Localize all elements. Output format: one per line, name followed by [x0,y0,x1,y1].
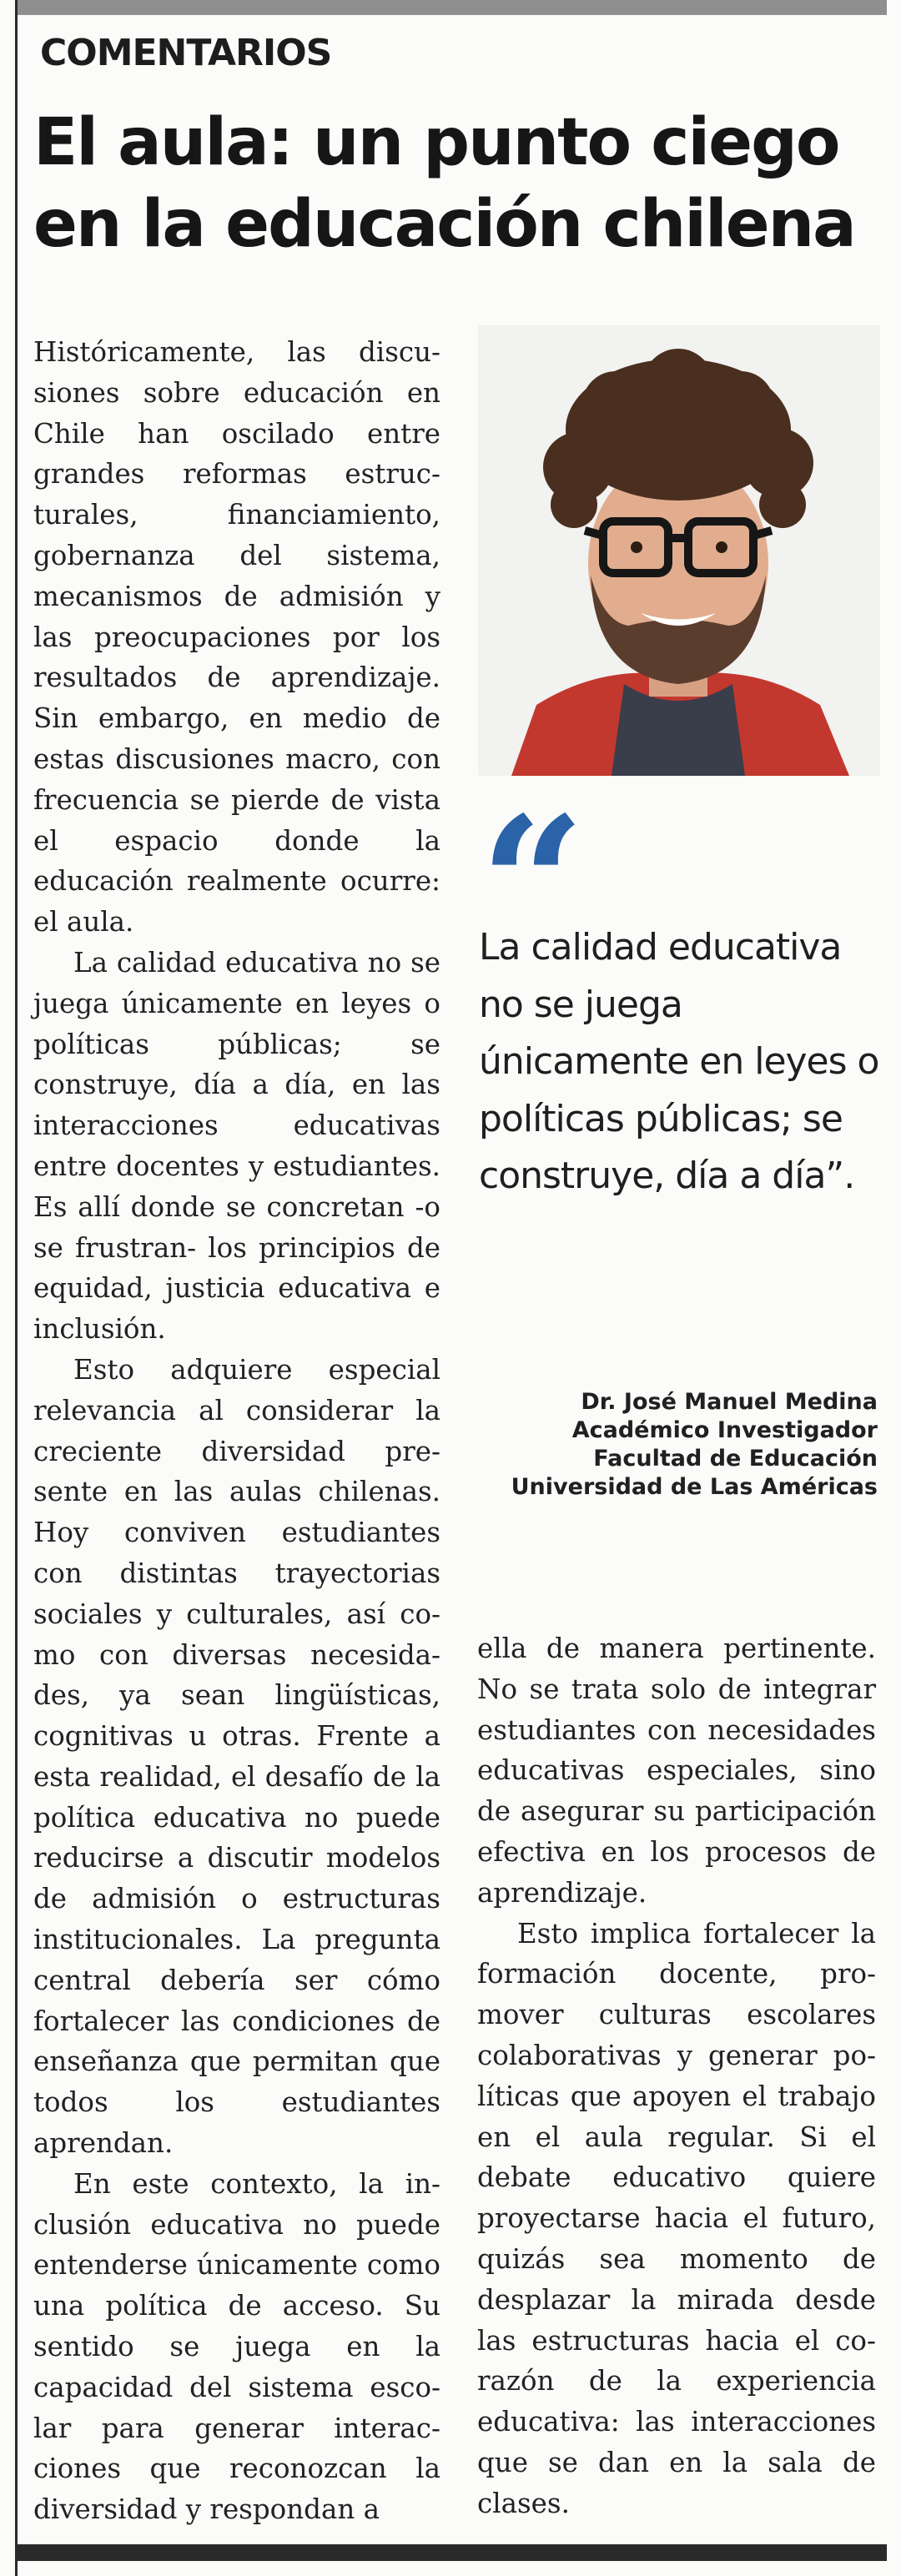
quote-mark-icon: “ [480,776,586,992]
article-headline: El aula: un punto ciego en la educación chilena [33,105,855,262]
bottom-rule [15,2544,887,2561]
body-column-right [477,1628,876,2524]
top-rule [15,0,887,15]
paragraph: Históricamente, las discusiones sobre educación en Chile han oscilado entre grandes reformas estructurales, financiamiento, gobernanza del sistema, mecanismos de admisión y las preocupaciones por los resultados de aprendizaje. Sin embargo, en medio de estas discusiones macro, con frecuencia se pierde de vista el espacio donde la educación realmente ocurre: el aula. [33,336,440,938]
body-column-left [33,332,440,2530]
paragraph: Esto adquiere especial relevancia al considerar la creciente diversidad presente en las aulas chilenas. Hoy conviven estudiantes con distintas trayectorias sociales y culturales, así como con diversas necesidades, ya sean lingüísticas, cognitivas u otras. Frente a esta realidad, el desafío de la política educativa no puede reducirse a discutir modelos de admisión o estructuras institucionales. La pregunta central debería ser cómo fortalecer las condiciones de enseñanza que permitan que todos los estudiantes aprendan. [33,1353,440,2160]
pull-quote: La calidad educativa no se juega únicamente en leyes o políticas públicas; se construye, día a día”. [479,926,879,1197]
author-byline [511,1388,878,1502]
section-label: COMENTARIOS [40,32,332,74]
paragraph: La calidad educativa no se juega únicamente en leyes o políticas públicas; se construye, día a día, en las interacciones educativas entre docentes y estudiantes. Es allí donde se concretan -o se frustran- los principios de equidad, justicia educativa e inclusión. [33,946,440,1346]
author-title: Académico Investigador [571,1417,878,1443]
paragraph: En este contexto, la inclusión educativa no puede entenderse únicamente como una política de acceso. Su sentido se juega en la capacidad del sistema escolar para generar interacciones que reconozcan la diversidad y respondan a [33,2167,440,2526]
author-name: Dr. José Manuel Medina [581,1389,878,1415]
author-photo [478,325,880,776]
paragraph: Esto implica fortalecer la formación docente, promover culturas escolares colaborativas y generar políticas que apoyen el trabajo en el aula regular. Si el debate educativo quiere proyectarse hacia el futuro, quizás sea momento de desplazar la mirada desde las estructuras hacia el corazón de la experiencia educativa: las interacciones que se dan en la sala de clases. [477,1917,876,2519]
paragraph: ella de manera pertinente. No se trata solo de integrar estudiantes con necesidades educativas especiales, sino de asegurar su participación efectiva en los procesos de aprendizaje. [477,1633,876,1909]
author-faculty: Facultad de Educación [593,1446,878,1472]
left-rule [15,0,18,2576]
author-university: Universidad de Las Américas [511,1474,878,1500]
